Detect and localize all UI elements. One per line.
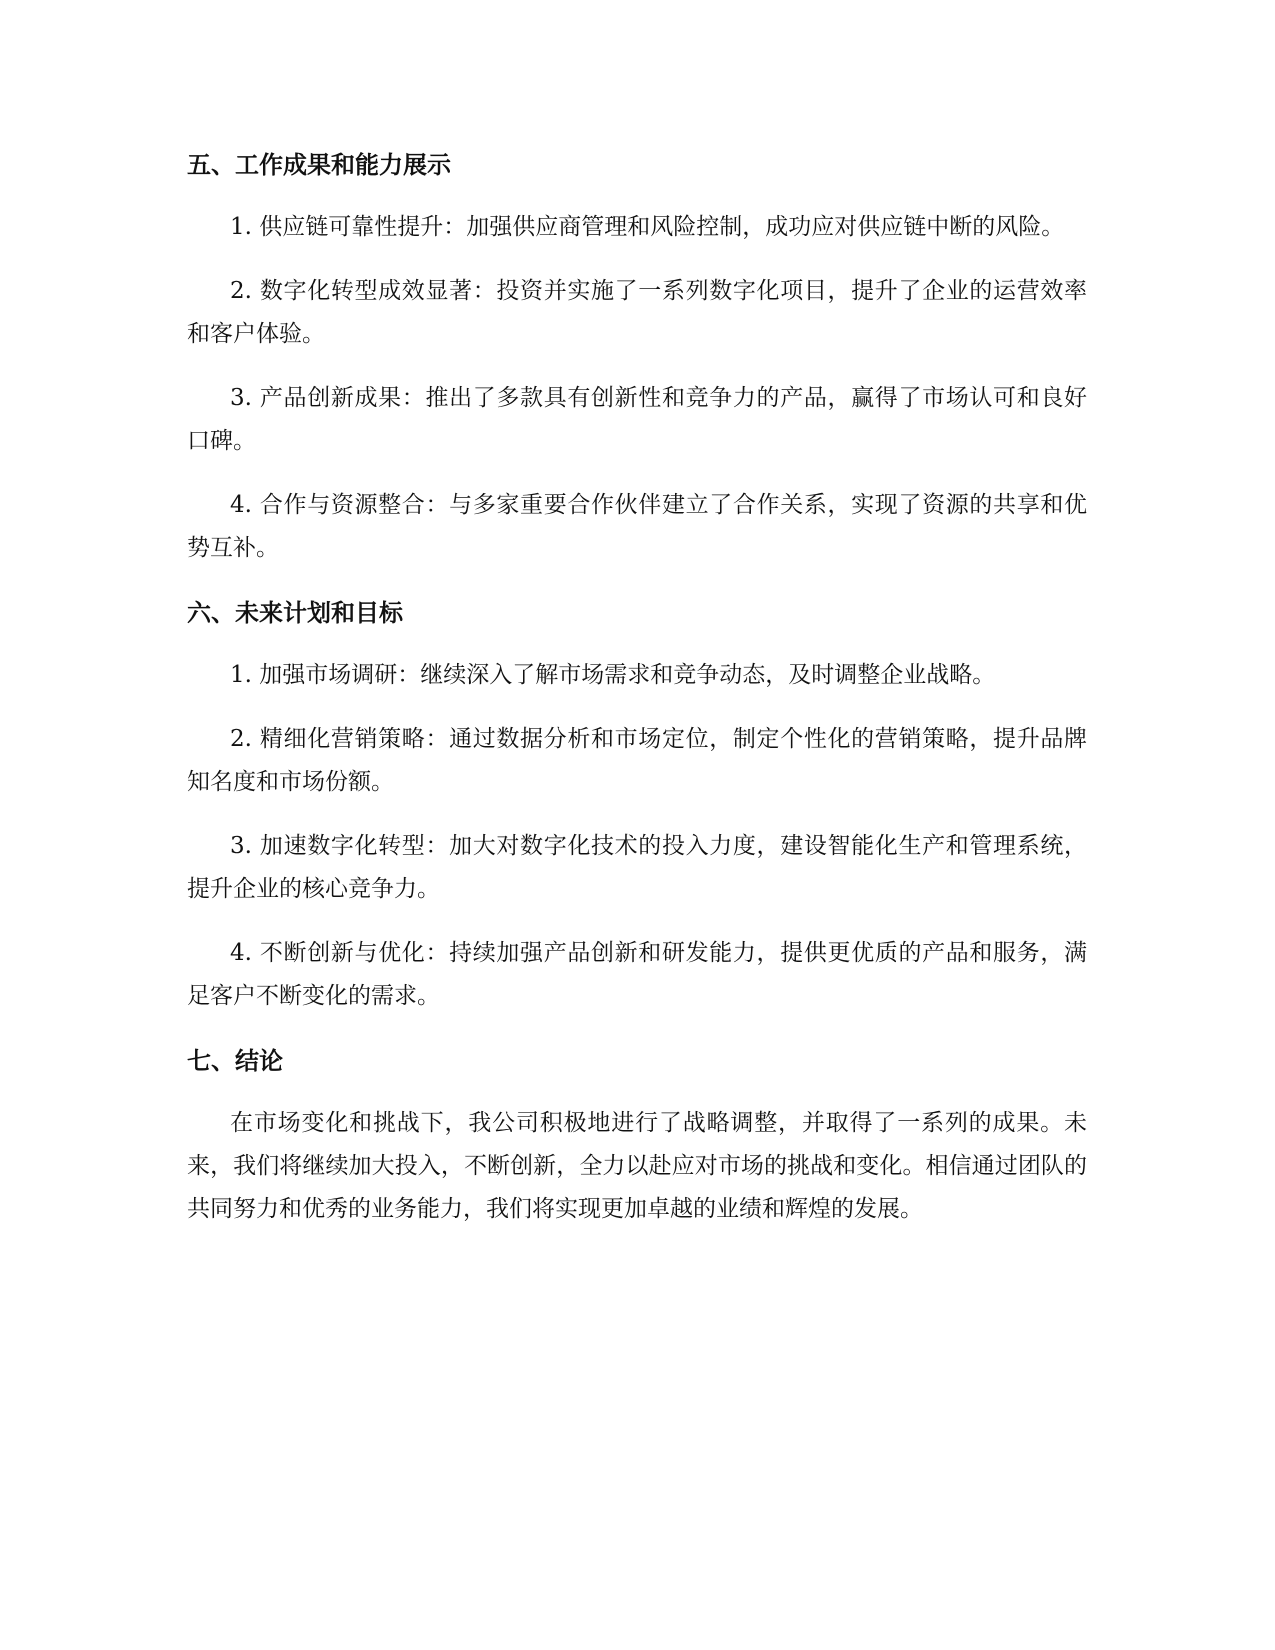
- section-heading-future-plans: 六、未来计划和目标: [187, 599, 403, 627]
- section-heading-conclusion: 七、结论: [187, 1047, 283, 1075]
- achievement-item-4: 4. 合作与资源整合：与多家重要合作伙伴建立了合作关系，实现了资源的共享和优势互补。: [187, 492, 1087, 561]
- plan-item-4: 4. 不断创新与优化：持续加强产品创新和研发能力，提供更优质的产品和服务，满足客户不断变化的需求。: [187, 940, 1087, 1009]
- achievement-item-2: 2. 数字化转型成效显著：投资并实施了一系列数字化项目，提升了企业的运营效率和客户体验。: [187, 278, 1087, 347]
- document-body: [187, 145, 1087, 1231]
- achievement-item-3: 3. 产品创新成果：推出了多款具有创新性和竞争力的产品，赢得了市场认可和良好口碑。: [187, 385, 1087, 454]
- plan-item-2: 2. 精细化营销策略：通过数据分析和市场定位，制定个性化的营销策略，提升品牌知名度和市场份额。: [187, 726, 1087, 795]
- plan-item-1: 1. 加强市场调研：继续深入了解市场需求和竞争动态，及时调整企业战略。: [230, 662, 996, 688]
- section-heading-achievements: 五、工作成果和能力展示: [187, 151, 451, 179]
- achievement-item-1: 1. 供应链可靠性提升：加强供应商管理和风险控制，成功应对供应链中断的风险。: [230, 214, 1065, 240]
- plan-item-3: 3. 加速数字化转型：加大对数字化技术的投入力度，建设智能化生产和管理系统，提升企业的核心竞争力。: [187, 833, 1087, 902]
- conclusion-paragraph: 在市场变化和挑战下，我公司积极地进行了战略调整，并取得了一系列的成果。未来，我们将继续加大投入，不断创新，全力以赴应对市场的挑战和变化。相信通过团队的共同努力和优秀的业务能力，我们将实现更加卓越的业绩和辉煌的发展。: [187, 1110, 1087, 1222]
